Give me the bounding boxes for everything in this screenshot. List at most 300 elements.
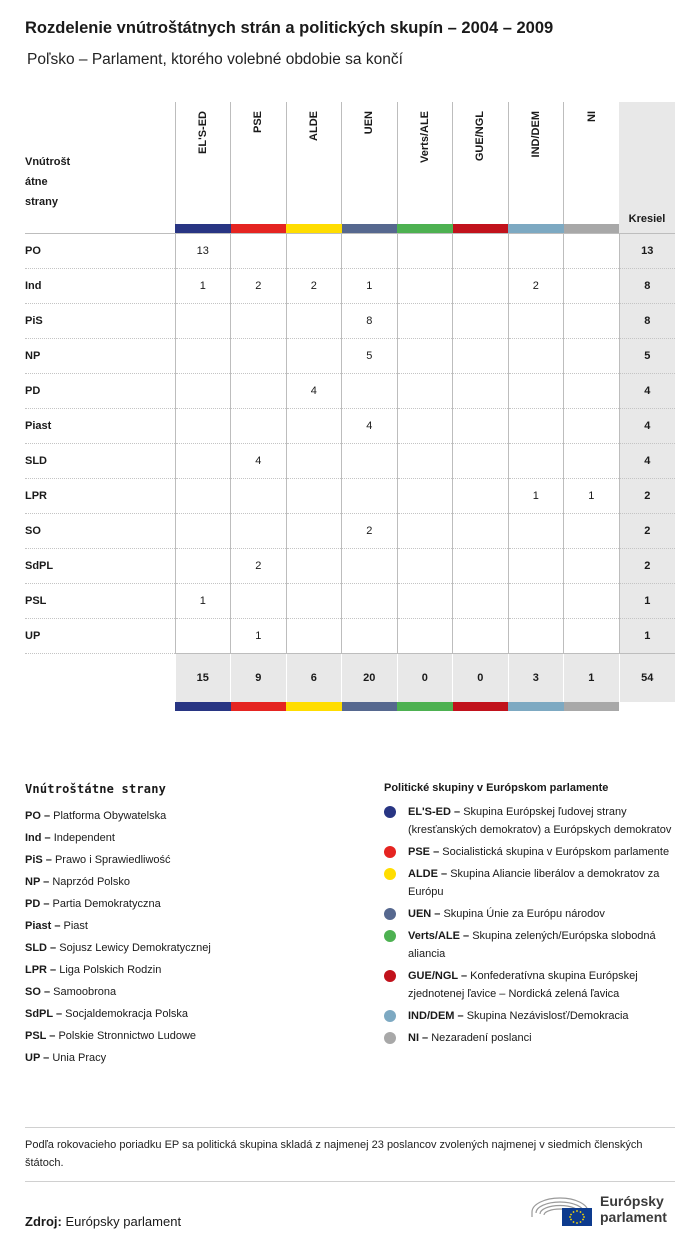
dash: –	[457, 970, 471, 982]
table-row	[25, 549, 675, 584]
group-code-label: IND/DEM	[529, 111, 542, 158]
group-column-header	[286, 102, 342, 224]
source-value: Európsky parlament	[65, 1214, 182, 1229]
seat-count-cell: 1	[175, 269, 231, 304]
party-name: Platforma Obywatelska	[53, 810, 167, 822]
footnote: Podľa rokovacieho poriadku EP sa politická skupina skladá z najmenej 23 poslancov zvolených najmenej v siedmich členských štátoch.	[25, 1139, 643, 1169]
group-legend-item	[384, 967, 674, 1003]
group-column-header	[453, 102, 509, 224]
seat-count-cell: 1	[342, 269, 398, 304]
seat-count-cell	[564, 339, 620, 374]
dash: –	[42, 854, 55, 866]
group-name: Skupina Nezávislosť/Demokracia	[466, 1010, 629, 1022]
seat-count-cell	[175, 444, 231, 479]
seat-count-cell: 1	[508, 479, 564, 514]
group-column-header	[508, 102, 564, 224]
group-code-label: GUE/NGL	[474, 111, 487, 162]
dash: –	[47, 942, 60, 954]
group-legend-item	[384, 1029, 674, 1047]
seat-count-cell: 1	[231, 619, 287, 654]
group-color-swatch	[453, 224, 509, 234]
seat-count-cell	[564, 444, 620, 479]
table-row	[25, 374, 675, 409]
group-color-dot-icon	[384, 846, 396, 858]
seat-count-cell: 13	[175, 234, 231, 269]
party-abbr: PD	[25, 898, 41, 910]
party-legend-item	[25, 1003, 355, 1025]
seat-count-cell	[286, 619, 342, 654]
table-header-row	[25, 102, 675, 224]
table-row	[25, 479, 675, 514]
party-label: PiS	[25, 304, 175, 339]
seat-count-cell	[342, 549, 398, 584]
dash: –	[450, 806, 464, 818]
seat-count-cell: 2	[231, 549, 287, 584]
party-legend-item	[25, 981, 355, 1003]
group-abbr: PSE	[408, 846, 431, 858]
seat-count-cell	[564, 619, 620, 654]
party-abbr: Ind	[25, 832, 42, 844]
seat-count-cell	[564, 234, 620, 269]
seat-count-cell	[397, 514, 453, 549]
seat-count-cell	[175, 514, 231, 549]
seat-count-cell	[397, 549, 453, 584]
party-abbr: PSL	[25, 1030, 47, 1042]
dash: –	[437, 868, 451, 880]
group-legend-item	[384, 803, 674, 839]
group-color-dot-icon	[384, 908, 396, 920]
seat-count-cell	[342, 619, 398, 654]
group-color-dot-icon	[384, 1032, 396, 1044]
row-total-cell: 5	[619, 339, 675, 374]
seat-count-cell	[286, 409, 342, 444]
party-name: Piast	[63, 920, 88, 932]
seat-count-cell	[453, 619, 509, 654]
group-color-swatch	[342, 702, 398, 711]
seat-count-cell	[397, 409, 453, 444]
party-label: PD	[25, 374, 175, 409]
distribution-table	[25, 102, 675, 711]
seat-count-cell	[286, 549, 342, 584]
seat-count-cell	[508, 409, 564, 444]
seat-count-cell	[175, 479, 231, 514]
party-legend-item	[25, 1025, 355, 1047]
party-label: SLD	[25, 444, 175, 479]
group-legend-item	[384, 905, 674, 923]
group-color-swatch	[453, 702, 509, 711]
seat-count-cell: 2	[508, 269, 564, 304]
party-abbr: PiS	[25, 854, 43, 866]
party-name: Unia Pracy	[52, 1052, 107, 1064]
group-header-wrap	[419, 111, 431, 163]
party-label: LPR	[25, 479, 175, 514]
dash: –	[430, 846, 443, 858]
group-color-swatch	[175, 224, 231, 234]
group-column-header	[397, 102, 453, 224]
party-abbr: NP	[25, 876, 41, 888]
group-color-swatch	[508, 224, 564, 234]
group-column-header	[564, 102, 620, 224]
table-row	[25, 304, 675, 339]
seat-count-cell	[397, 444, 453, 479]
seat-count-cell	[564, 514, 620, 549]
group-legend-item	[384, 927, 674, 963]
seat-count-cell	[175, 409, 231, 444]
group-header-wrap	[252, 111, 264, 133]
party-name: Liga Polskich Rodzin	[59, 964, 162, 976]
corner-label	[25, 102, 175, 224]
table-row	[25, 514, 675, 549]
group-header-wrap	[530, 111, 542, 157]
parliament-hemicycle-icon	[528, 1190, 598, 1230]
seat-count-cell	[453, 234, 509, 269]
group-color-swatch	[175, 702, 231, 711]
seat-count-cell	[453, 409, 509, 444]
party-name: Polskie Stronnictwo Ludowe	[58, 1030, 197, 1042]
seat-count-cell	[564, 409, 620, 444]
group-column-header	[175, 102, 231, 224]
group-name: Skupina Únie za Európu národov	[443, 908, 605, 920]
party-name: Naprzód Polsko	[52, 876, 130, 888]
seat-count-cell	[175, 619, 231, 654]
national-parties-list	[25, 805, 355, 1069]
seat-count-cell	[397, 374, 453, 409]
political-groups-heading: Politické skupiny v Európskom parlamente	[384, 782, 609, 794]
logo-text	[600, 1193, 667, 1225]
row-total-cell: 4	[619, 444, 675, 479]
seat-count-cell	[508, 584, 564, 619]
seat-count-cell	[286, 514, 342, 549]
seat-count-cell	[175, 304, 231, 339]
group-code-label: ALDE	[307, 111, 320, 141]
seat-count-cell: 5	[342, 339, 398, 374]
seat-count-cell	[453, 339, 509, 374]
corner-label-line: átne	[25, 176, 48, 188]
group-color-swatch	[286, 702, 342, 711]
seat-count-cell	[286, 444, 342, 479]
seat-count-cell: 8	[342, 304, 398, 339]
column-total-cell: 20	[342, 654, 398, 703]
table-row	[25, 584, 675, 619]
table-row	[25, 444, 675, 479]
group-color-swatch	[397, 224, 453, 234]
group-code-label: NI	[585, 111, 598, 122]
party-abbr: UP	[25, 1052, 41, 1064]
seat-count-cell	[175, 549, 231, 584]
party-legend-item	[25, 849, 355, 871]
row-total-cell: 2	[619, 549, 675, 584]
seat-count-cell	[508, 304, 564, 339]
seat-count-cell	[231, 479, 287, 514]
dash: –	[40, 810, 54, 822]
seat-count-cell	[564, 584, 620, 619]
seat-count-cell	[342, 444, 398, 479]
group-header-wrap	[586, 111, 598, 122]
bar-spacer	[25, 224, 175, 234]
group-color-swatch	[508, 702, 564, 711]
seat-count-cell	[564, 304, 620, 339]
group-header-wrap	[197, 111, 209, 154]
seat-count-cell	[508, 339, 564, 374]
seat-count-cell	[508, 374, 564, 409]
footer-color-bar	[25, 702, 675, 711]
group-name: Skupina Aliancie liberálov a demokratov za Európu	[408, 868, 660, 898]
column-total-cell: 6	[286, 654, 342, 703]
table-row	[25, 619, 675, 654]
row-total-cell: 8	[619, 269, 675, 304]
group-color-swatch	[231, 702, 287, 711]
party-abbr: LPR	[25, 964, 47, 976]
party-label: Piast	[25, 409, 175, 444]
national-parties-legend	[25, 782, 355, 1069]
party-legend-item	[25, 959, 355, 981]
party-name: Prawo i Sprawiedliwość	[54, 854, 171, 866]
dash: –	[40, 876, 53, 888]
seat-count-cell	[508, 514, 564, 549]
dash: –	[51, 920, 64, 932]
group-abbr: ALDE	[408, 868, 438, 880]
party-name: Sojusz Lewicy Demokratycznej	[59, 942, 211, 954]
party-legend-item	[25, 871, 355, 893]
table-row	[25, 269, 675, 304]
group-column-header	[342, 102, 398, 224]
group-color-dot-icon	[384, 868, 396, 880]
row-total-cell: 2	[619, 514, 675, 549]
group-color-swatch	[342, 224, 398, 234]
group-abbr: IND/DEM	[408, 1010, 455, 1022]
row-total-cell: 4	[619, 374, 675, 409]
party-legend-item	[25, 805, 355, 827]
logo-line: Európsky	[600, 1193, 664, 1209]
column-total-cell: 3	[508, 654, 564, 703]
seat-count-cell	[286, 339, 342, 374]
party-legend-item	[25, 827, 355, 849]
seat-count-cell	[231, 584, 287, 619]
corner-label-line: Vnútrošt	[25, 156, 71, 168]
group-abbr: UEN	[408, 908, 432, 920]
party-label: PSL	[25, 584, 175, 619]
european-parliament-logo	[528, 1190, 678, 1230]
row-total-cell: 1	[619, 584, 675, 619]
row-total-cell: 8	[619, 304, 675, 339]
seat-count-cell	[453, 479, 509, 514]
political-groups-legend	[384, 782, 674, 1051]
seat-count-cell	[231, 514, 287, 549]
seat-count-cell: 1	[564, 479, 620, 514]
party-legend-item	[25, 893, 355, 915]
party-label: UP	[25, 619, 175, 654]
political-groups-list	[384, 803, 674, 1047]
grand-total-cell: 54	[619, 654, 675, 703]
group-name: Nezaradení poslanci	[431, 1032, 532, 1044]
dash: –	[47, 964, 60, 976]
group-abbr: GUE/NGL	[408, 970, 458, 982]
group-legend-item	[384, 843, 674, 861]
party-label: NP	[25, 339, 175, 374]
seat-count-cell	[231, 304, 287, 339]
source-line	[25, 1214, 181, 1229]
column-total-cell: 15	[175, 654, 231, 703]
seat-count-cell: 2	[231, 269, 287, 304]
page-subtitle: Poľsko – Parlament, ktorého volebné obdobie sa končí	[27, 51, 403, 68]
group-header-wrap	[474, 111, 486, 161]
group-legend-item	[384, 1007, 674, 1025]
seat-count-cell: 4	[286, 374, 342, 409]
group-abbr: Verts/ALE	[408, 930, 460, 942]
seat-count-cell	[231, 234, 287, 269]
seat-count-cell	[453, 584, 509, 619]
table-body	[25, 234, 675, 654]
seat-count-cell	[508, 619, 564, 654]
seat-count-cell	[286, 304, 342, 339]
group-color-swatch	[564, 224, 620, 234]
group-name: Konfederatívna skupina Európskej zjednotenej ľavice – Nordická zelená ľavica	[408, 970, 638, 1000]
group-color-swatch	[397, 702, 453, 711]
row-total-cell: 1	[619, 619, 675, 654]
dash: –	[459, 930, 473, 942]
corner-label-line: strany	[25, 196, 59, 208]
party-legend-item	[25, 1047, 355, 1069]
dash: –	[431, 908, 444, 920]
column-total-cell: 0	[453, 654, 509, 703]
group-code-label: UEN	[363, 111, 376, 135]
seat-count-cell: 2	[286, 269, 342, 304]
seat-count-cell	[397, 269, 453, 304]
seat-count-cell	[175, 374, 231, 409]
seat-count-cell	[286, 584, 342, 619]
seat-count-cell	[397, 234, 453, 269]
seat-count-cell	[342, 479, 398, 514]
row-total-cell: 4	[619, 409, 675, 444]
seat-count-cell	[397, 584, 453, 619]
group-name: Skupina Európskej ľudovej strany (kresťanských demokratov) a Európskych demokratov	[408, 806, 672, 836]
seat-count-cell	[453, 304, 509, 339]
table-row	[25, 234, 675, 269]
group-header-wrap	[308, 111, 320, 141]
group-color-dot-icon	[384, 1010, 396, 1022]
group-code-label: EL'S-ED	[196, 111, 209, 154]
group-color-swatch	[564, 702, 620, 711]
column-total-cell: 0	[397, 654, 453, 703]
seat-count-cell	[231, 409, 287, 444]
party-abbr: Piast	[25, 920, 52, 932]
dash: –	[46, 1030, 59, 1042]
group-column-header	[231, 102, 287, 224]
seat-count-cell	[564, 269, 620, 304]
seat-count-cell: 2	[342, 514, 398, 549]
row-total-cell: 2	[619, 479, 675, 514]
logo-line: parlament	[600, 1209, 667, 1225]
dash: –	[40, 1052, 53, 1064]
dash: –	[454, 1010, 467, 1022]
party-label: SdPL	[25, 549, 175, 584]
group-header-wrap	[363, 111, 375, 134]
source-label: Zdroj:	[25, 1214, 62, 1229]
group-abbr: EL'S-ED	[408, 806, 451, 818]
dash: –	[41, 832, 54, 844]
group-name: Skupina zelených/Európska slobodná aliancia	[408, 930, 656, 960]
seat-count-cell	[508, 444, 564, 479]
seat-count-cell	[231, 339, 287, 374]
seat-count-cell	[564, 549, 620, 584]
seat-count-cell	[342, 584, 398, 619]
group-color-swatch	[231, 224, 287, 234]
group-name: Socialistická skupina v Európskom parlamente	[442, 846, 670, 858]
header-color-bar	[25, 224, 675, 234]
party-legend-item	[25, 915, 355, 937]
totals-row	[25, 654, 675, 703]
party-name: Independent	[53, 832, 115, 844]
row-total-cell: 13	[619, 234, 675, 269]
party-name: Partia Demokratyczna	[52, 898, 161, 910]
seat-count-cell	[508, 549, 564, 584]
dash: –	[52, 1008, 66, 1020]
party-abbr: SLD	[25, 942, 47, 954]
group-color-dot-icon	[384, 930, 396, 942]
table-row	[25, 409, 675, 444]
seat-count-cell	[342, 374, 398, 409]
seat-count-cell	[397, 304, 453, 339]
group-color-dot-icon	[384, 970, 396, 982]
dash: –	[419, 1032, 432, 1044]
party-label: PO	[25, 234, 175, 269]
party-abbr: SO	[25, 986, 41, 998]
column-total-cell: 1	[564, 654, 620, 703]
group-legend-item	[384, 865, 674, 901]
divider	[25, 1127, 675, 1128]
seat-count-cell	[564, 374, 620, 409]
seat-count-cell: 1	[175, 584, 231, 619]
dash: –	[40, 898, 53, 910]
bar-spacer	[619, 702, 675, 711]
party-label: Ind	[25, 269, 175, 304]
seat-count-cell	[342, 234, 398, 269]
seat-count-cell	[231, 374, 287, 409]
seat-count-cell	[453, 269, 509, 304]
seat-count-cell	[508, 234, 564, 269]
group-code-label: PSE	[252, 111, 265, 134]
seat-count-cell: 4	[231, 444, 287, 479]
party-name: Samoobrona	[53, 986, 117, 998]
page-title: Rozdelenie vnútroštátnych strán a politických skupín – 2004 – 2009	[25, 19, 554, 37]
total-column-header: Kresiel	[619, 102, 675, 234]
bar-spacer	[25, 702, 175, 711]
seat-count-cell	[453, 514, 509, 549]
group-code-label: Verts/ALE	[418, 111, 431, 163]
seat-count-cell	[175, 339, 231, 374]
national-parties-heading: Vnútroštátne strany	[25, 782, 167, 796]
seat-count-cell	[453, 444, 509, 479]
party-label: SO	[25, 514, 175, 549]
totals-spacer	[25, 654, 175, 703]
party-abbr: PO	[25, 810, 41, 822]
seat-count-cell	[397, 479, 453, 514]
seat-count-cell	[397, 619, 453, 654]
party-name: Socjaldemokracja Polska	[65, 1008, 189, 1020]
seat-count-cell	[397, 339, 453, 374]
group-color-dot-icon	[384, 806, 396, 818]
seat-count-cell	[453, 549, 509, 584]
party-abbr: SdPL	[25, 1008, 53, 1020]
seat-count-cell: 4	[342, 409, 398, 444]
seat-count-cell	[286, 479, 342, 514]
group-color-swatch	[286, 224, 342, 234]
party-legend-item	[25, 937, 355, 959]
seat-count-cell	[286, 234, 342, 269]
table-row	[25, 339, 675, 374]
column-total-cell: 9	[231, 654, 287, 703]
dash: –	[40, 986, 54, 998]
